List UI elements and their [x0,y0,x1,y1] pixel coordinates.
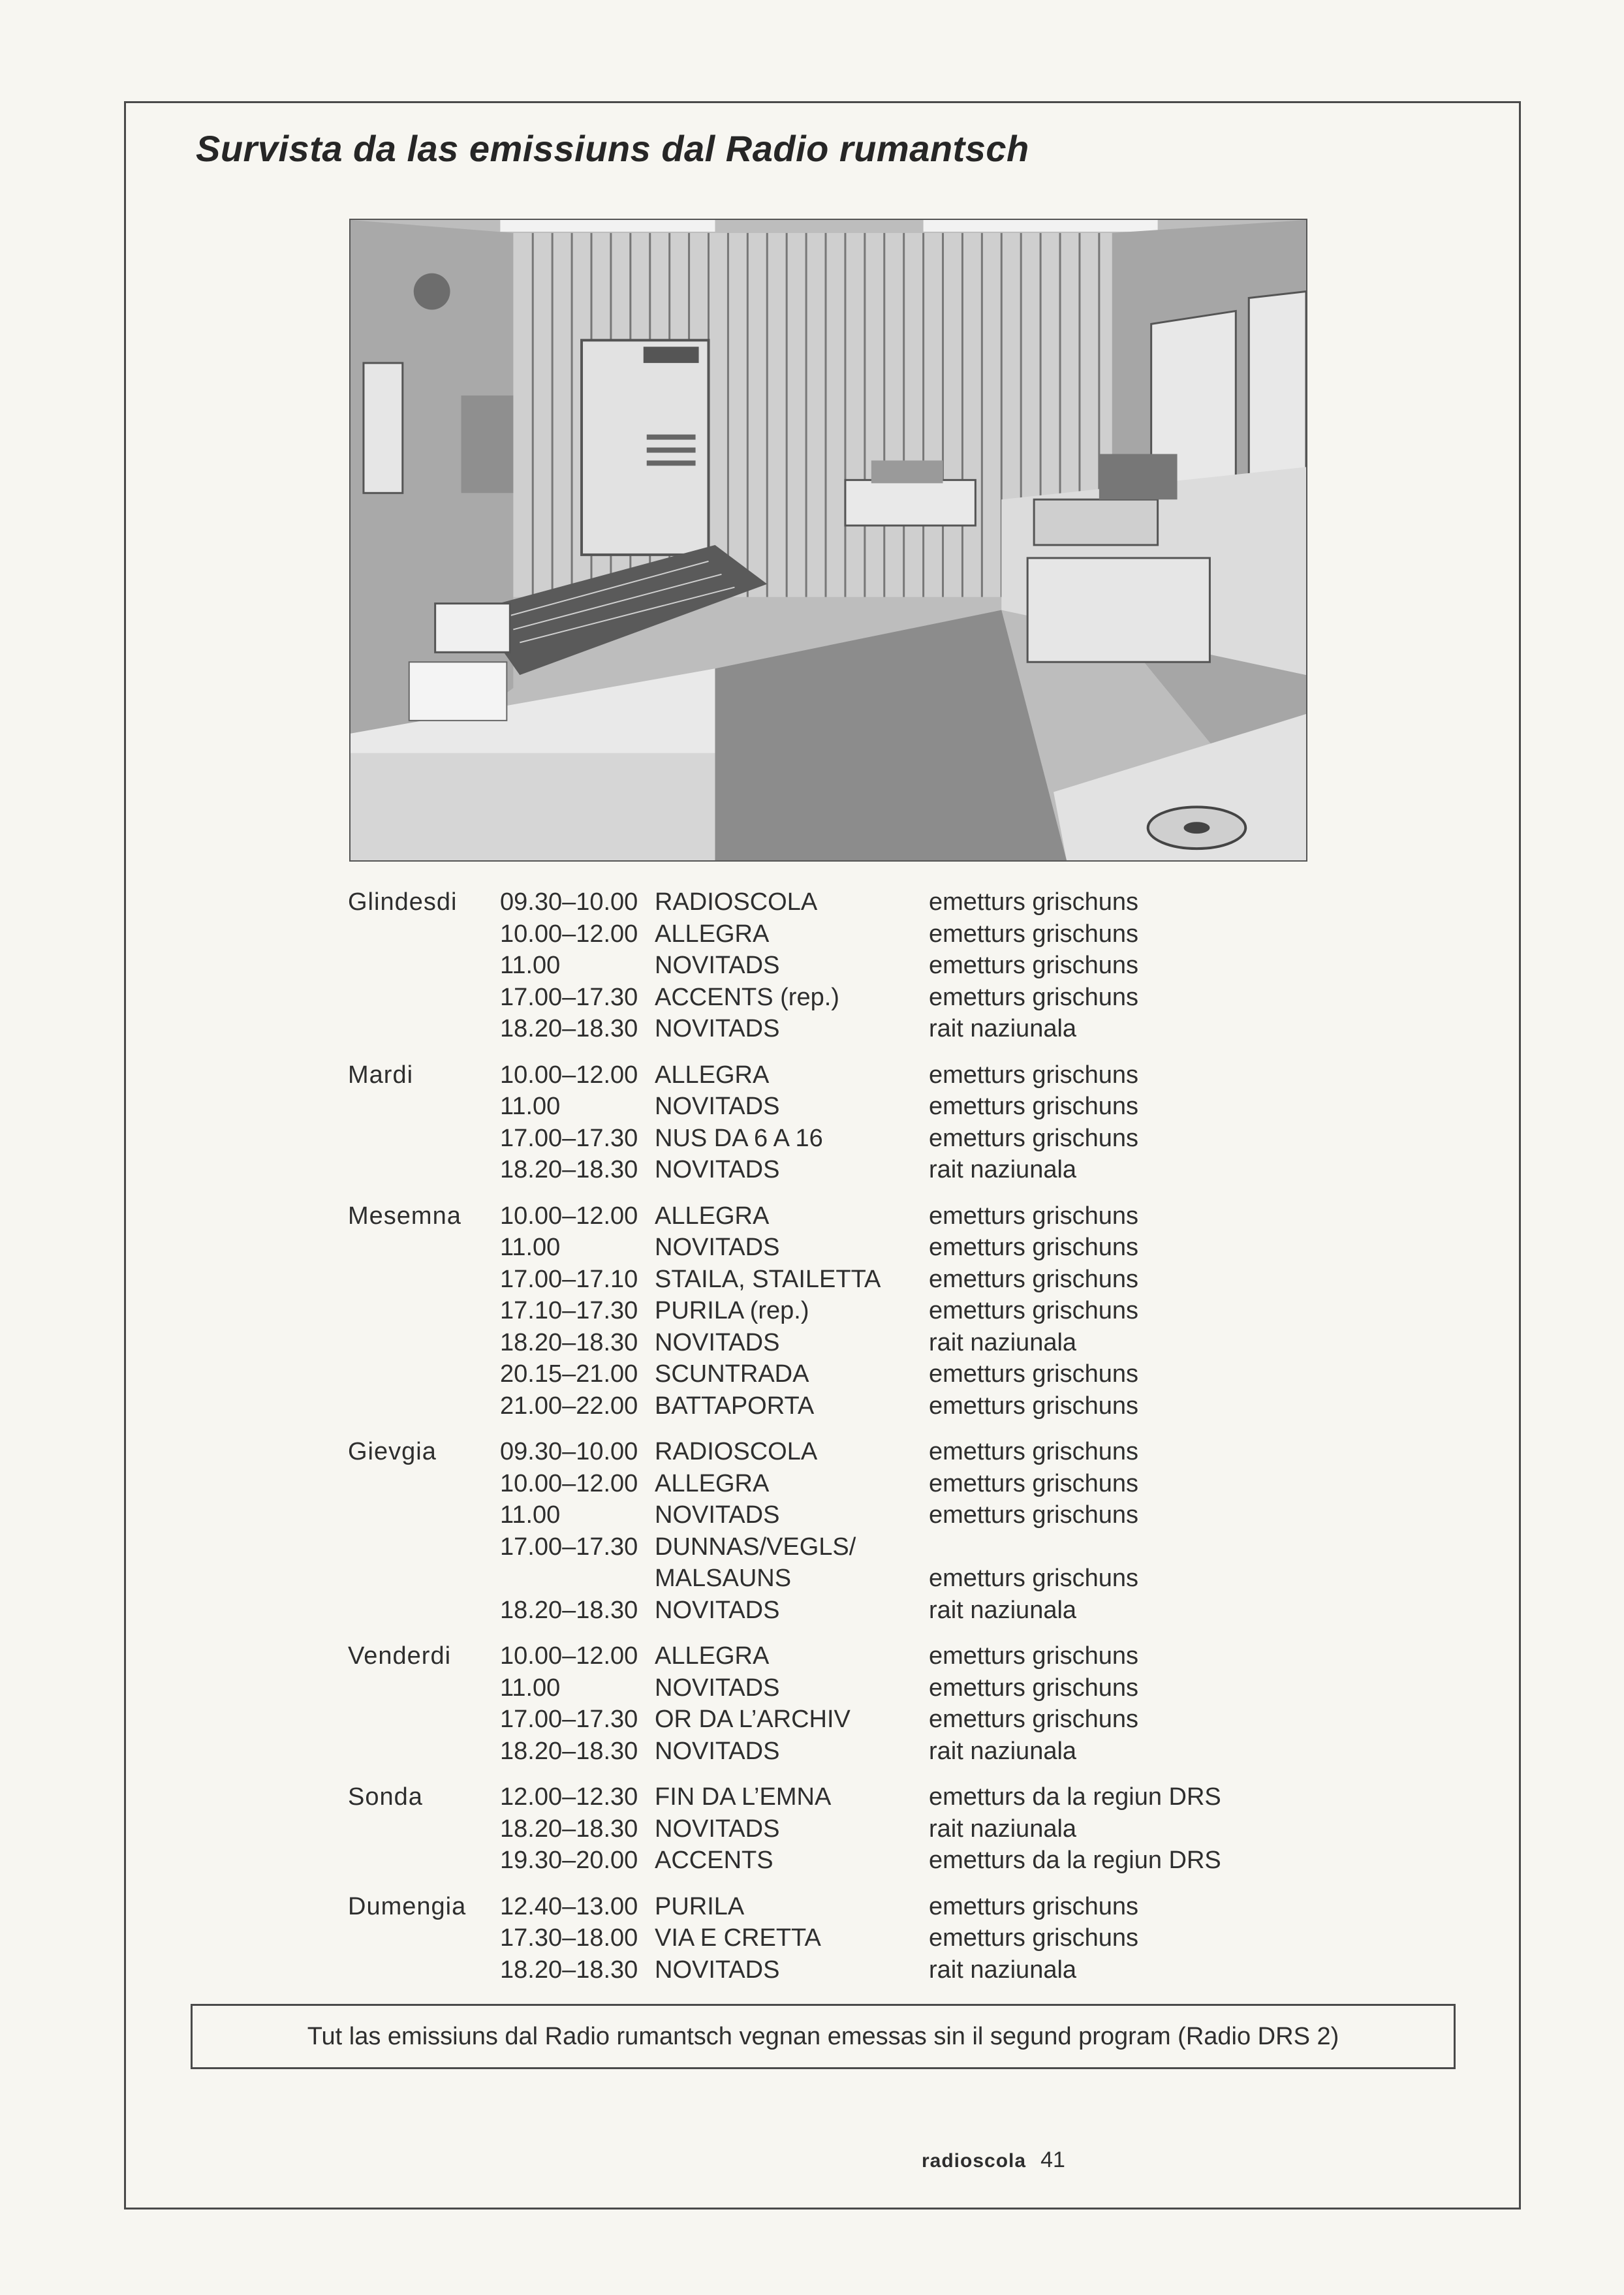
entry-station: emetturs grischuns [929,983,1139,1011]
entry-time: 19.30–20.00 [500,1847,638,1874]
entry-program: NOVITADS [655,1015,780,1042]
day-block [348,886,1392,1045]
entry-station: emetturs grischuns [929,1297,1139,1324]
entry-station: rait naziunala [929,1737,1077,1765]
page-footer [922,2147,1065,2173]
entry-station: emetturs grischuns [929,1642,1139,1670]
entry-time: 10.00–12.00 [500,1061,638,1089]
schedule-entry [348,1922,1392,1954]
entry-time: 21.00–22.00 [500,1392,638,1420]
entry-station: emetturs grischuns [929,920,1139,948]
schedule-entry [348,886,1392,918]
schedule-entry [348,1013,1392,1045]
entry-station: rait naziunala [929,1156,1077,1183]
entry-station: emetturs grischuns [929,1924,1139,1952]
entry-time: 09.30–10.00 [500,1438,638,1465]
entry-station: emetturs grischuns [929,1501,1139,1529]
entry-time: 09.30–10.00 [500,888,638,916]
schedule-entry [348,1123,1392,1155]
entry-program: FIN DA L’EMNA [655,1783,832,1811]
entry-program: NOVITADS [655,1328,780,1356]
entry-time: 18.20–18.30 [500,1815,638,1843]
entry-station: emetturs grischuns [929,1234,1139,1261]
schedule-entry [348,918,1392,950]
day-block [348,1200,1392,1422]
entry-program: NOVITADS [655,1596,780,1624]
entry-time: 18.20–18.30 [500,1596,638,1624]
entry-program: NOVITADS [655,1956,780,1984]
entry-program: ALLEGRA [655,1469,770,1497]
entry-time: 18.20–18.30 [500,1737,638,1765]
entry-program: PURILA [655,1892,745,1920]
schedule-entry [348,1781,1392,1813]
day-block [348,1781,1392,1877]
entry-time: 18.20–18.30 [500,1015,638,1042]
entry-time: 17.00–17.10 [500,1265,638,1293]
schedule-entry [348,1390,1392,1422]
schedule-entry [348,1059,1392,1091]
entry-station: emetturs grischuns [929,1438,1139,1465]
schedule-entry [348,1436,1392,1468]
entry-station: rait naziunala [929,1956,1077,1984]
day-name: Mesemna [348,1202,461,1230]
entry-station: emetturs grischuns [929,1202,1139,1230]
entry-time: 11.00 [500,1501,561,1529]
entry-time: 12.00–12.30 [500,1783,638,1811]
entry-program: NOVITADS [655,952,780,979]
note-text: Tut las emissiuns dal Radio rumantsch vegnan emessas sin il segund program (Radio DRS 2) [307,2022,1339,2050]
entry-program: ACCENTS [655,1847,773,1874]
entry-program: NOVITADS [655,1815,780,1843]
entry-program: NOVITADS [655,1234,780,1261]
entry-station: rait naziunala [929,1328,1077,1356]
entry-program: NOVITADS [655,1501,780,1529]
entry-station: emetturs grischuns [929,1565,1139,1592]
schedule-entry [348,1736,1392,1768]
entry-station: emetturs grischuns [929,1706,1139,1733]
entry-time: 18.20–18.30 [500,1328,638,1356]
schedule-entry [348,950,1392,982]
entry-time: 18.20–18.30 [500,1956,638,1984]
entry-station: emetturs grischuns [929,1093,1139,1120]
day-block [348,1891,1392,1986]
entry-time: 17.30–18.00 [500,1924,638,1952]
page-number: 41 [1040,2147,1065,2172]
entry-program: BATTAPORTA [655,1392,815,1420]
schedule-entry [348,1595,1392,1627]
schedule-entry [348,1891,1392,1923]
day-name: Dumengia [348,1892,467,1920]
entry-program: NOVITADS [655,1737,780,1765]
entry-station: emetturs grischuns [929,1674,1139,1702]
entry-time: 11.00 [500,1674,561,1702]
entry-time: 11.00 [500,1234,561,1261]
entry-station: emetturs da la regiun DRS [929,1783,1221,1811]
entry-time: 17.00–17.30 [500,983,638,1011]
entry-program: NOVITADS [655,1156,780,1183]
day-block [348,1436,1392,1626]
entry-station: emetturs da la regiun DRS [929,1847,1221,1874]
entry-station: rait naziunala [929,1596,1077,1624]
day-name: Glindesdi [348,888,458,916]
footer-brand: radioscola [922,2150,1027,2172]
schedule-entry [348,1704,1392,1736]
schedule-entry [348,1154,1392,1186]
entry-time: 10.00–12.00 [500,920,638,948]
schedule-entry [348,1813,1392,1845]
entry-time: 10.00–12.00 [500,1469,638,1497]
entry-station: rait naziunala [929,1815,1077,1843]
entry-program: VIA E CRETTA [655,1924,821,1952]
entry-time: 17.00–17.30 [500,1124,638,1152]
entry-program: ALLEGRA [655,1061,770,1089]
day-block [348,1059,1392,1186]
entry-program: ALLEGRA [655,1642,770,1670]
day-block [348,1640,1392,1767]
day-name: Mardi [348,1061,414,1089]
entry-program: SCUNTRADA [655,1360,809,1388]
entry-program: NUS DA 6 A 16 [655,1124,823,1152]
entry-station: emetturs grischuns [929,1124,1139,1152]
entry-program: DUNNAS/VEGLS/ MALSAUNS [655,1533,856,1592]
schedule-entry [348,1295,1392,1327]
entry-program: NOVITADS [655,1674,780,1702]
entry-program: STAILA, STAILETTA [655,1265,881,1293]
schedule-entry [348,1091,1392,1123]
entry-station: emetturs grischuns [929,1392,1139,1420]
day-name: Venderdi [348,1642,452,1670]
entry-program: PURILA (rep.) [655,1297,809,1324]
schedule-entry [348,1232,1392,1264]
entry-time: 10.00–12.00 [500,1202,638,1230]
entry-time: 17.00–17.30 [500,1533,638,1561]
entry-time: 18.20–18.30 [500,1156,638,1183]
note-box [191,2004,1456,2069]
schedule-entry [348,982,1392,1014]
radio-studio-photo [349,219,1307,862]
entry-station: emetturs grischuns [929,952,1139,979]
schedule-entry [348,1531,1392,1595]
entry-time: 12.40–13.00 [500,1892,638,1920]
entry-program: RADIOSCOLA [655,888,818,916]
entry-program: OR DA L’ARCHIV [655,1706,851,1733]
schedule-entry [348,1499,1392,1531]
entry-station: emetturs grischuns [929,1061,1139,1089]
schedule-entry [348,1672,1392,1704]
entry-station: emetturs grischuns [929,1892,1139,1920]
entry-time: 17.10–17.30 [500,1297,638,1324]
entry-program: ALLEGRA [655,920,770,948]
entry-station: rait naziunala [929,1015,1077,1042]
page-title: Survista da las emissiuns dal Radio rumantsch [196,128,1029,169]
entry-time: 11.00 [500,1093,561,1120]
schedule-entry [348,1327,1392,1359]
entry-program: ACCENTS (rep.) [655,983,839,1011]
schedule-entry [348,1200,1392,1232]
day-name: Sonda [348,1783,423,1811]
entry-program: NOVITADS [655,1093,780,1120]
schedule-entry [348,1954,1392,1986]
schedule-entry [348,1640,1392,1672]
broadcast-schedule [348,886,1392,1986]
schedule-entry [348,1468,1392,1500]
entry-station: emetturs grischuns [929,1265,1139,1293]
entry-time: 20.15–21.00 [500,1360,638,1388]
entry-time: 17.00–17.30 [500,1706,638,1733]
entry-program: ALLEGRA [655,1202,770,1230]
schedule-entry [348,1358,1392,1390]
entry-station: emetturs grischuns [929,1469,1139,1497]
entry-station: emetturs grischuns [929,1360,1139,1388]
entry-program: RADIOSCOLA [655,1438,818,1465]
schedule-entry [348,1264,1392,1296]
entry-station: emetturs grischuns [929,888,1139,916]
entry-time: 11.00 [500,952,561,979]
entry-time: 10.00–12.00 [500,1642,638,1670]
day-name: Gievgia [348,1438,437,1465]
schedule-entry [348,1845,1392,1877]
